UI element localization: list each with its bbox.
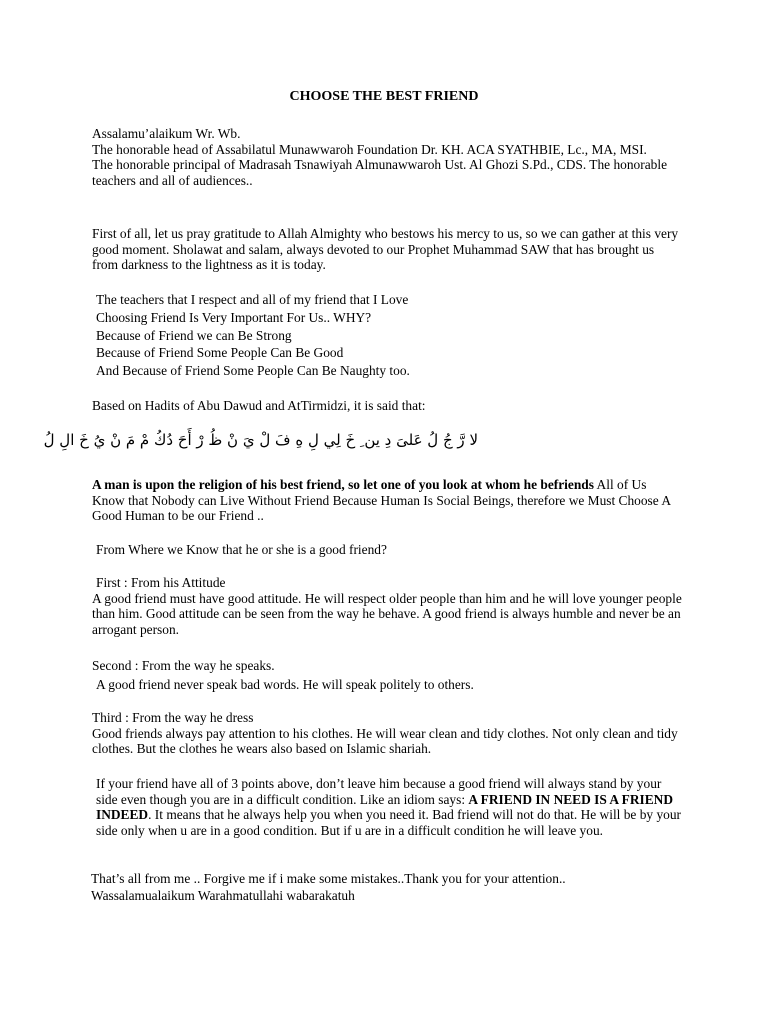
point-third-body: Good friends always pay attention to his clothes. He will wear clean and tidy clothes. Not only clean and tidy clothes. But the clothes he wears also based on Islamic shariah. [92,725,678,757]
intro-line: Choosing Friend Is Very Important For Us.. WHY? [96,309,372,325]
point-second-body: A good friend never speak bad words. He will speak politely to others. [96,676,474,692]
greeting-block [92,126,682,188]
advice-pre: If your friend have all of 3 points above, don’t leave him because a good friend will always stand by your side even though you are in a difficult condition. Like an idiom says: [96,776,662,807]
advice-text [92,776,682,838]
point-second-heading: Second : From the way he speaks. [92,658,275,673]
opening-paragraph [92,226,682,273]
greeting-salam: Assalamu’alaikum Wr. Wb. [92,126,241,141]
opening-text: First of all, let us pray gratitude to Allah Almighty who bestows his mercy to us, so we can gather at this very good moment. Sholawat and salam, always devoted to our Prophet Muhammad SAW that has brought us from darkness to the lightness as it is today. [92,226,679,273]
point-first-body: A good friend must have good attitude. He will respect older people than him and he will love younger people than him. Good attitude can be seen from the way he behave. A good friend is always humble and never be an arrogant person. [92,590,682,637]
question-text: From Where we Know that he or she is a good friend? [96,542,387,557]
question [92,542,686,558]
intro-line: Because of Friend Some People Can Be Good [96,345,344,361]
point-first [92,575,682,637]
hadith-translation [92,477,682,524]
hadith-intro-text: Based on Hadits of Abu Dawud and AtTirmidzi, it is said that: [92,398,426,413]
closing-thanks: That’s all from me .. Forgive me if i make some mistakes..Thank you for your attention.. [91,871,566,886]
point-first-heading: First : From his Attitude [96,575,226,590]
intro-lines [92,291,686,380]
closing-block [91,870,681,905]
closing-salam: Wassalamualaikum Warahmatullahi wabarakatuh [91,888,355,904]
point-third-heading: Third : From the way he dress [92,710,254,725]
hadith-bold: A man is upon the religion of his best friend, so let one of you look at whom he befriends [92,477,594,492]
hadith-translation-text [92,477,682,524]
greeting-principal: The honorable principal of Madrasah Tsnawiyah Almunawwaroh Ust. Al Ghozi S.Pd., CDS. The honorable teachers and all of audiences.. [92,157,668,188]
advice-idiom: A FRIEND IN NEED IS A FRIEND INDEED [96,791,674,823]
intro-line: Because of Friend we can Be Strong [96,327,292,343]
advice-paragraph [92,776,682,838]
point-second [92,658,682,692]
page-title: CHOOSE THE BEST FRIEND [289,89,479,104]
advice-post: . It means that he always help you when you need it. Bad friend will not do that. He will be by your side only when u are in a good condition. But if u are in a difficult condition he will leave you. [96,807,681,838]
intro-line: And Because of Friend Some People Can Be Naughty too. [96,363,410,379]
hadith-intro [92,398,682,414]
hadith-rest: All of Us Know that Nobody can Live Without Friend Because Human Is Social Beings, therefore we Must Choose A Good Human to be our Friend .. [92,477,671,524]
greeting-foundation-head: The honorable head of Assabilatul Munawwaroh Foundation Dr. KH. ACA SYATHBIE, Lc., MA, MSI. [92,141,647,157]
intro-line: The teachers that I respect and all of my friend that I Love [96,292,409,307]
arabic-hadith: لا رَّ جُ لُ عَلىَ دِ ين ِ خَ لِي لِ هِ فَ لْ يَ نْ ظُ رْ أَحَ دُكُ مْ مَ نْ يُ خَ الِ لُ [43,431,478,449]
point-third [92,710,682,757]
